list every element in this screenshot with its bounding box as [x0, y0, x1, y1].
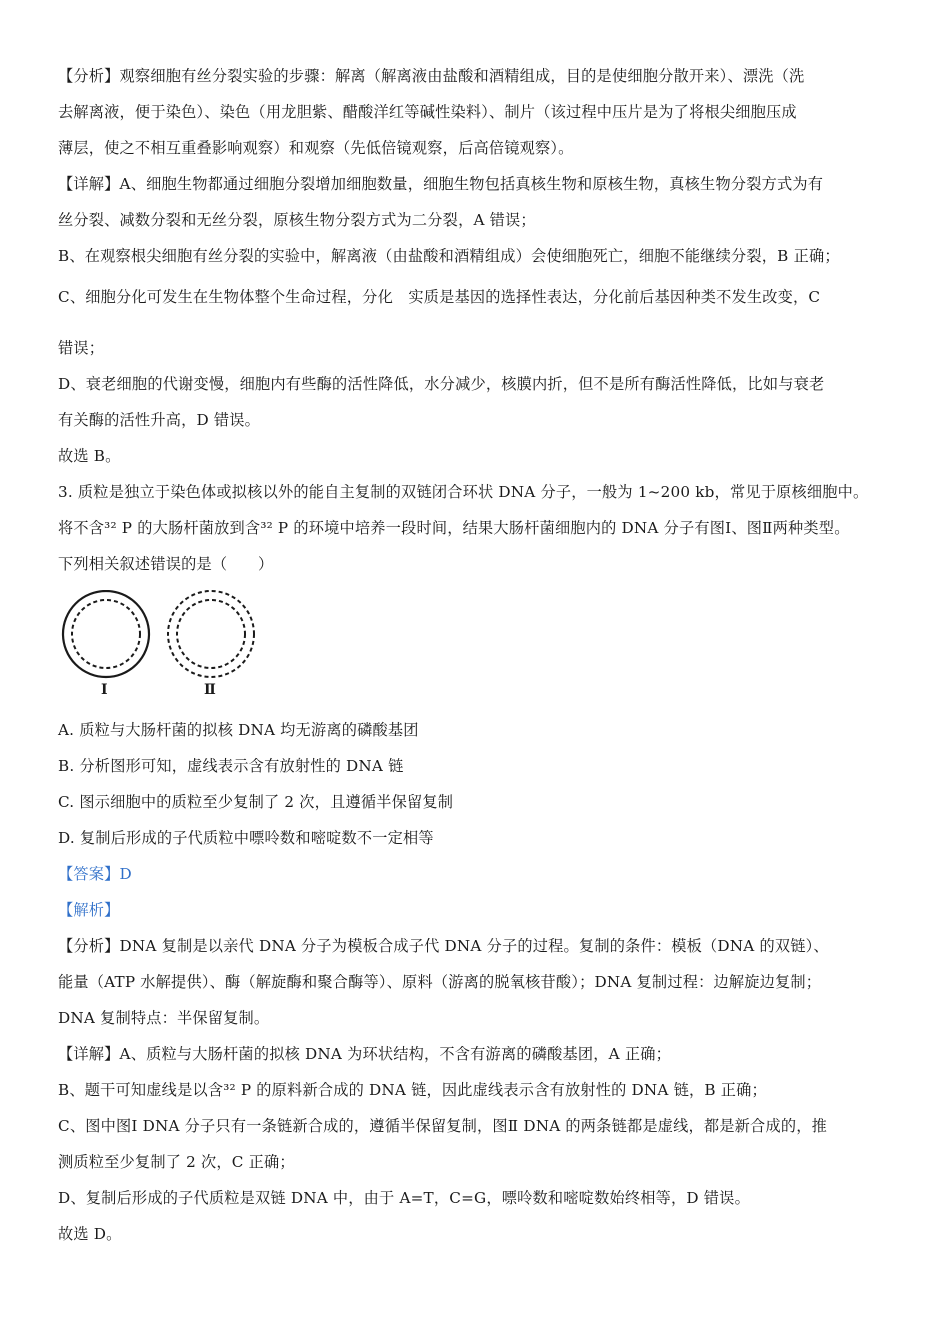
analysis-line: 能量（ATP 水解提供）、酶（解旋酶和聚合酶等）、原料（游离的脱氧核苷酸）；DNA 复制过程：边解旋边复制；: [58, 973, 822, 991]
detail-line: B、在观察根尖细胞有丝分裂的实验中，解离液（由盐酸和酒精组成）会使细胞死亡，细胞不能继续分裂，B 正确；: [58, 247, 840, 265]
detail-line: 【详解】A、细胞生物都通过细胞分裂增加细胞数量，细胞生物包括真核生物和原核生物，真核生物分裂方式为有: [58, 175, 824, 193]
figure-2-inner-strand: [177, 600, 245, 668]
option-c: C. 图示细胞中的质粒至少复制了 2 次，且遵循半保留复制: [58, 793, 454, 811]
detail-line: C、细胞分化可发生在生物体整个生命过程，分化 实质是基因的选择性表达，分化前后基因种类不发生改变，C: [58, 288, 821, 306]
figure-1-label: Ⅰ: [101, 682, 108, 698]
analysis-line: 【分析】观察细胞有丝分裂实验的步骤：解离（解离液由盐酸和酒精组成，目的是使细胞分散开来）、漂洗（洗: [58, 67, 805, 85]
conclusion-line: 故选 B。: [58, 447, 121, 465]
detail-line: 【详解】A、质粒与大肠杆菌的拟核 DNA 为环状结构，不含有游离的磷酸基团，A 正确；: [58, 1045, 672, 1063]
conclusion-line: 故选 D。: [58, 1225, 122, 1243]
explanation-label: 【解析】: [58, 901, 120, 919]
detail-line: B、题干可知虚线是以含³² P 的原料新合成的 DNA 链，因此虚线表示含有放射性的 DNA 链，B 正确；: [58, 1081, 767, 1099]
option-a: A. 质粒与大肠杆菌的拟核 DNA 均无游离的磷酸基团: [58, 721, 419, 739]
figure-2-label: Ⅱ: [204, 682, 216, 698]
analysis-line: DNA 复制特点：半保留复制。: [58, 1009, 270, 1027]
analysis-line: 薄层，使之不相互重叠影响观察）和观察（先低倍镜观察，后高倍镜观察）。: [58, 139, 574, 157]
detail-line: 有关酶的活性升高，D 错误。: [58, 411, 261, 429]
figure-2-outer-strand: [168, 591, 254, 677]
detail-line: 测质粒至少复制了 2 次，C 正确；: [58, 1153, 295, 1171]
detail-line: 错误；: [58, 339, 105, 357]
plasmid-figure: [58, 590, 908, 708]
answer-label: 【答案】D: [58, 865, 132, 883]
figure-1-outer-strand: [63, 591, 149, 677]
plasmid-diagram: [58, 590, 278, 708]
analysis-line: 去解离液，便于染色）、染色（用龙胆紫、醋酸洋红等碱性染料）、制片（该过程中压片是为了将根尖细胞压成: [58, 103, 797, 121]
question-stem: 将不含³² P 的大肠杆菌放到含³² P 的环境中培养一段时间，结果大肠杆菌细胞内的 DNA 分子有图Ⅰ、图Ⅱ两种类型。: [58, 519, 850, 537]
document-page: [58, 58, 908, 1252]
question-stem: 3. 质粒是独立于染色体或拟核以外的能自主复制的双链闭合环状 DNA 分子，一般为 1~200 kb，常见于原核细胞中。: [58, 483, 869, 501]
figure-1-inner-strand: [72, 600, 140, 668]
option-b: B. 分析图形可知，虚线表示含有放射性的 DNA 链: [58, 757, 404, 775]
detail-line: 丝分裂、减数分裂和无丝分裂，原核生物分裂方式为二分裂，A 错误；: [58, 211, 536, 229]
detail-line: D、衰老细胞的代谢变慢，细胞内有些酶的活性降低，水分减少，核膜内折，但不是所有酶活性降低，比如与衰老: [58, 375, 825, 393]
analysis-line: 【分析】DNA 复制是以亲代 DNA 分子为模板合成子代 DNA 分子的过程。复制的条件：模板（DNA 的双链）、: [58, 937, 829, 955]
question-stem: 下列相关叙述错误的是（ ）: [58, 555, 274, 573]
option-d: D. 复制后形成的子代质粒中嘌呤数和嘧啶数不一定相等: [58, 829, 434, 847]
detail-line: C、图中图Ⅰ DNA 分子只有一条链新合成的，遵循半保留复制，图Ⅱ DNA 的两条链都是虚线，都是新合成的，推: [58, 1117, 827, 1135]
detail-line: D、复制后形成的子代质粒是双链 DNA 中，由于 A=T，C=G，嘌呤数和嘧啶数始终相等，D 错误。: [58, 1189, 750, 1207]
